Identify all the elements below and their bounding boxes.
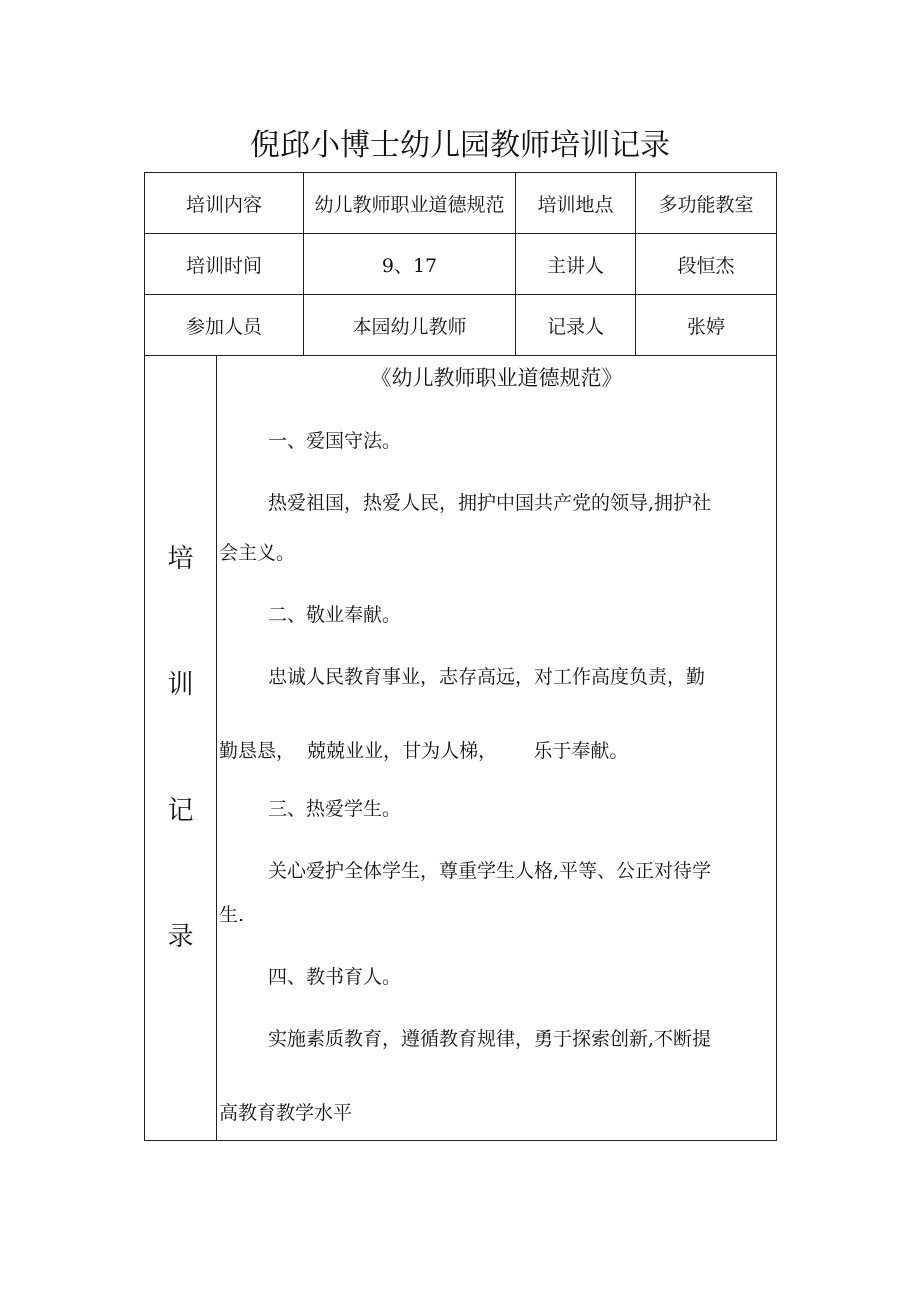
section-heading-2: 二、敬业奉献。: [268, 604, 402, 626]
section-heading-3: 三、热爱学生。: [268, 798, 402, 820]
paragraph-line: 生.: [219, 904, 245, 926]
value-participants: 本园幼儿教师: [304, 295, 516, 356]
content-heading: 《幼儿教师职业道德规范》: [370, 366, 623, 390]
label-participants: 参加人员: [145, 295, 304, 356]
table-row-content: [145, 173, 777, 234]
label-training-location: 培训地点: [516, 173, 636, 234]
value-training-location: 多功能教室: [636, 173, 777, 234]
value-training-content: 幼儿教师职业道德规范: [304, 173, 516, 234]
paragraph-line: 会主义。: [219, 542, 296, 564]
paragraph-line: 实施素质教育，遵循教育规律，勇于探索创新,不断提: [268, 1028, 712, 1050]
table-row-time: [145, 234, 777, 295]
label-training-time: 培训时间: [145, 234, 304, 295]
record-content: [217, 356, 776, 1140]
document-title: 倪邱小博士幼儿园教师培训记录: [250, 128, 670, 163]
paragraph-line: 高教育教学水平: [219, 1102, 353, 1124]
paragraph-line: 忠诚人民教育事业，志存高远，对工作高度负责，勤: [268, 666, 706, 688]
paragraph-line: 热爱祖国，热爱人民，拥护中国共产党的领导,拥护社: [268, 492, 712, 514]
side-char-4: 录: [167, 922, 194, 952]
side-char-1: 培: [167, 544, 194, 574]
table-row-participants: [145, 295, 777, 356]
paragraph-line: 关心爱护全体学生，尊重学生人格,平等、公正对待学: [268, 860, 712, 882]
table-row-record: [145, 356, 777, 1141]
label-recorder: 记录人: [516, 295, 636, 356]
section-heading-4: 四、教书育人。: [268, 966, 402, 988]
side-char-2: 训: [167, 670, 194, 700]
value-speaker: 段恒杰: [636, 234, 777, 295]
training-record-table: [144, 172, 777, 1141]
section-heading-1: 一、爱国守法。: [268, 430, 402, 452]
side-char-3: 记: [167, 796, 194, 826]
record-side-label: [145, 356, 217, 1141]
value-recorder: 张婷: [636, 295, 777, 356]
paragraph-line: 勤恳恳， 兢兢业业，甘为人梯， 乐于奉献。: [219, 740, 629, 762]
label-speaker: 主讲人: [516, 234, 636, 295]
record-content-cell: [217, 356, 777, 1141]
label-training-content: 培训内容: [145, 173, 304, 234]
value-training-time: 9、17: [304, 234, 516, 295]
